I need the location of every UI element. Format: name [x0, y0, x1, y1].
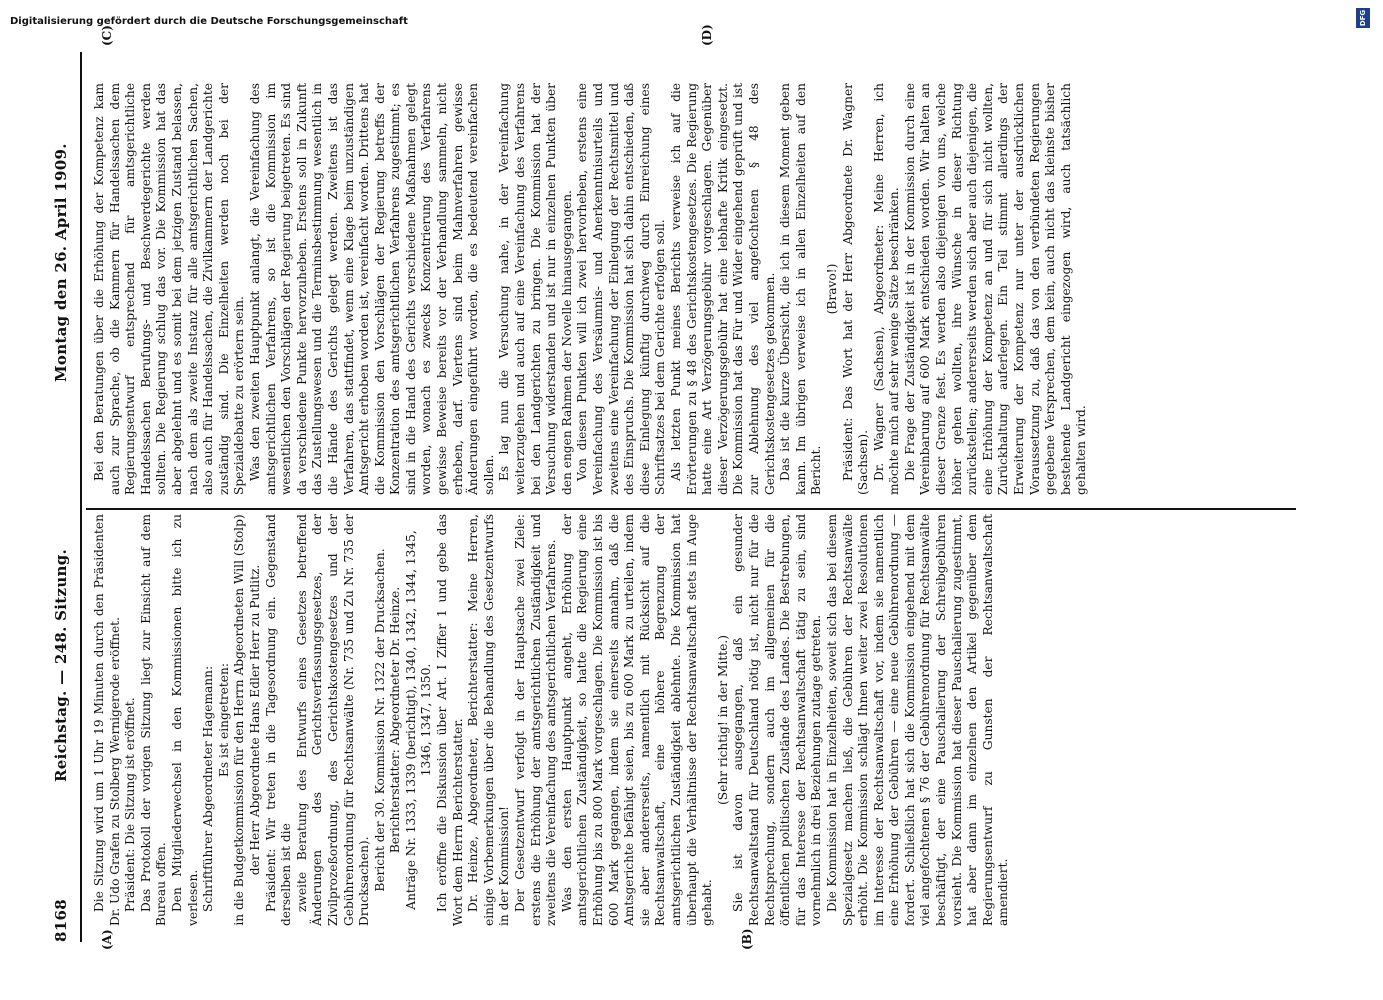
paragraph: Das ist die kurze Übersicht, die ich in diesem Moment geben kann. Im übrigen verweise ich in allen Einzelheiten auf den Bericht. [778, 83, 824, 495]
paragraph: Der Gesetzentwurf verfolgt in der Hauptsache zwei Ziele: erstens die Erhöhung der amtsgerichtlichen Zuständigkeit und zweitens die Vereinfachung des amtsgerichtlichen Verfahrens. [513, 514, 559, 926]
paragraph: Als letzten Punkt meines Berichts verweise ich auf die Erörterungen zu § 48 des Gerichtskostengesetzes. Die Regierung hatte eine Art Verzögerungsgebühr vorgeschlagen. Gegenüber dieser Verzögerungsgebühr hat eine lebhafte Kritik eingesetzt. Die Kommission hat das Für und Wider eingehend geprüft und ist zur Ablehnung des viel angefochtenen § 48 des Gerichtskostengesetzes gekommen. [668, 83, 777, 495]
digitization-note [10, 16, 910, 28]
paragraph: Den Mitgliederwechsel in den Kommissionen bitte ich zu verlesen. [169, 514, 200, 926]
margin-mark-d: (D) [700, 24, 714, 46]
paragraph: Was den zweiten Hauptpunkt anlangt, die Vereinfachung des amtsgerichtlichen Verfahrens, so ist die Kommission im wesentlichen den Vorschlägen der Regierung beigetreten. Es sind da verschiedene Punkte hervorzuheben. Erstens soll in Zukunft das Zustellungswesen und die Terminsbestimmung wesentlich in die Hände des Gerichts gelegt werden. Zweitens ist das Verfahren, das stattfindet, wenn eine Klage beim unzuständigen Amtsgericht erhoben worden ist, vereinfacht worden. Drittens hat die Kommission den Vorschlägen der Regierung betreffs der Konzentration des amtsgerichtlichen Verfahrens zugestimmt; es sind in die Hand des Gerichts verschiedene Maßnahmen gelegt worden, wonach es zwecks Konzentrierung des Verfahrens gewisse Beweise bereits vor der Verhandlung sammeln, nicht erheben, darf. Viertens sind beim Mahnverfahren gewisse Änderungen eingeführt worden, die es bedeutend vereinfachen sollen. [247, 83, 496, 495]
paragraph: (Sehr richtig! in der Mitte.) [715, 635, 730, 805]
session-date: Montag den 26. April 1909. [52, 143, 70, 382]
paragraph: (Bravo!) [824, 263, 839, 315]
paragraph: der Herr Abgeordnete Hans Edler Herr zu Putlitz. [247, 564, 262, 876]
column-divider [86, 508, 1296, 510]
session-title: Reichstag. — 248. Sitzung. [52, 548, 70, 782]
paragraph: Präsident: Wir treten in die Tagesordnung ein. Gegenstand derselben ist die [263, 514, 294, 926]
paragraph: zweite Beratung des Entwurfs eines Gesetzes betreffend Änderungen des Gerichtsverfassungsgesetzes, der Zivilprozeßordnung, des Gerichtskostengesetzes und der Gebührenordnung für Rechtsanwälte (Nr. 735 und Zu Nr. 735 der Drucksachen). [294, 514, 372, 926]
header-rule [80, 52, 82, 942]
paragraph: Die Sitzung wird um 1 Uhr 19 Minuten durch den Präsidenten Dr. Udo Grafen zu Stolberg Wernigerode eröffnet. [92, 514, 122, 926]
left-column [92, 514, 1297, 926]
margin-mark-a: (A) [100, 929, 114, 950]
paragraph: Es lag nun die Versuchung nahe, in der Vereinfachung weiterzugehen und auch auf eine Vereinfachung des Verfahrens bei den Landgerichten zu bringen. Die Kommission hat der Versuchung widerstanden und ist nur in einzelnen Punkten über den engen Rahmen der Novelle hinausgegangen. [497, 83, 574, 495]
paragraph: Ich eröffne die Diskussion über Art. I Ziffer 1 und gebe das Wort dem Herrn Berichterstatter. [435, 514, 465, 926]
paragraph: Berichterstatter: Abgeordneter Dr. Heinze. [388, 586, 403, 854]
digitization-note-text: Digitalisierung gefördert durch die Deutsche Forschungsgemeinschaft [10, 16, 408, 27]
page-number: 8168 [52, 899, 70, 942]
paragraph: Das Protokoll der vorigen Sitzung liegt zur Einsicht auf dem Bureau offen. [138, 514, 169, 926]
paragraph: Die Kommission hat in Einzelheiten, soweit sich das bei diesem Spezialgesetz machen ließ, die Gebühren der Rechtsanwälte erhöht. Die Kommission schlägt Ihnen weiter zwei Resolutionen im Interesse der Rechtsanwaltschaft vor, indem sie namentlich eine Erhöhung der Gebühren — eine neue Gebührenordnung — fordert. Schließlich hat sich die Kommission eingehend mit dem viel angefochtenen § 76 der Gebührenordnung für Rechtsanwälte beschäftigt, der eine Pauschalierung der Schreibgebühren vorsieht. Die Kommission hat dieser Pauschalierung zugestimmt, hat aber dann im einzelnen den Artikel gegenüber dem Regierungsentwurf zu Gunsten der Rechtsanwaltschaft amendiert. [824, 514, 1011, 926]
paragraph: Präsident: Die Sitzung ist eröffnet. [123, 697, 138, 912]
margin-mark-b: (B) [740, 928, 754, 950]
paragraph: Sie ist davon ausgegangen, daß ein gesunder Rechtsanwaltstand für Deutschland nötig ist, nicht nur für die Rechtsprechung, sondern auch im allgemeinen für die öffentlichen politischen Zustände des Landes. Die Bestrebungen, für das Interesse der Rechtsanwaltschaft tätig zu sein, sind vornehmlich in drei Beziehungen zutage getreten. [731, 514, 824, 926]
paragraph: Die Frage der Zuständigkeit ist in der Kommission durch eine Vereinbarung auf 600 Mark entschieden worden. Wir halten an dieser Grenze fest. Es werden also diejenigen von uns, welche höher gehen wollten, ihre Wünsche in dieser Richtung zurückstellen; andererseits werden sich aber auch diejenigen, die eine Erhöhung der Kompetenz an und für sich nicht wollten, Zurückhaltung auferlegen. Ein Teil stimmt allerdings der Erweiterung der Kompetenz nur unter der ausdrücklichen Voraussetzung zu, daß das von den verbündeten Regierungen gegebene Versprechen, dem kein, auch nicht das kleinste bisher bestehende Landgericht eingezogen wird, auch tatsächlich gehalten wird. [902, 83, 1089, 495]
paragraph: Bericht der 30. Kommission Nr. 1322 der Drucksachen. [372, 548, 387, 892]
paragraph: Von diesen Punkten will ich zwei hervorheben, erstens eine Vereinfachung des Versäumnis- und Anerkenntnisurteils und zweitens eine Vereinfachung der Einlegung der Rechtsmittel und des Einspruchs. Die Kommission hat sich dahin entschieden, daß diese Einlegung künftig durchweg durch Einreichung eines Schriftsatzes bei dem Gerichte erfolgen soll. [575, 83, 668, 495]
running-head [52, 52, 76, 942]
paragraph: Es ist eingetreten: [216, 663, 231, 777]
paragraph: Dr. Heinze, Abgeordneter, Berichterstatter: Meine Herren, einige Vorbemerkungen über die Behandlung des Gesetzentwurfs in der Kommission! [466, 514, 512, 926]
paragraph: in die Budgetkommission für den Herrn Abgeordneten Will (Stolp) [232, 514, 247, 926]
paragraph: Bei den Beratungen über die Erhöhung der Kompetenz kam auch zur Sprache, ob die Kammern für Handelssachen dem Regierungsentwurf entsprechend für amtsgerichtliche Handelssachen Berufungs- und Beschwerdegerichte werden sollten. Die Regierung schlug das vor. Die Kommission hat das aber abgelehnt und es somit bei dem jetzigen Zustand belassen, nach dem als zweite Instanz für alle amtsgerichtlichen Sachen, also auch für Handelssachen, die Zivilkammern der Landgerichte zuständig sind. Die Einzelheiten werden noch bei der Spezialdebatte zu erörtern sein. [92, 83, 247, 495]
paragraph: Präsident: Das Wort hat der Herr Abgeordnete Dr. Wagner (Sachsen). [840, 83, 871, 495]
paragraph: Schriftführer Abgeordneter Hagemann: [201, 665, 216, 912]
right-column [92, 83, 1297, 495]
paragraph: Anträge Nr. 1333, 1339 (berichtigt), 1340, 1342, 1344, 1345, 1346, 1347, 1350. [403, 530, 434, 910]
margin-mark-c: (C) [100, 25, 114, 46]
dfg-badge: DFG [1356, 8, 1370, 28]
paragraph: Dr. Wagner (Sachsen), Abgeordneter: Meine Herren, ich möchte mich auf sehr wenige Sätze beschränken. [871, 83, 902, 495]
paragraph: Was den ersten Hauptpunkt angeht, Erhöhung der amtsgerichtlichen Zuständigkeit, so hatte die Regierung eine Erhöhung bis zu 800 Mark vorgeschlagen. Die Kommission ist bis 600 Mark gegangen, indem sie einerseits annahm, daß die Amtsgerichte befähigt seien, bis zu 600 Mark zu urteilen, indem sie aber andererseits, namentlich mit Rücksicht auf die Rechtsanwaltschaft, eine höhere Begrenzung der amtsgerichtlichen Zuständigkeit ablehnte. Die Kommission hat überhaupt die Verhältnisse der Rechtsanwaltschaft stets im Auge gehabt. [559, 514, 715, 926]
